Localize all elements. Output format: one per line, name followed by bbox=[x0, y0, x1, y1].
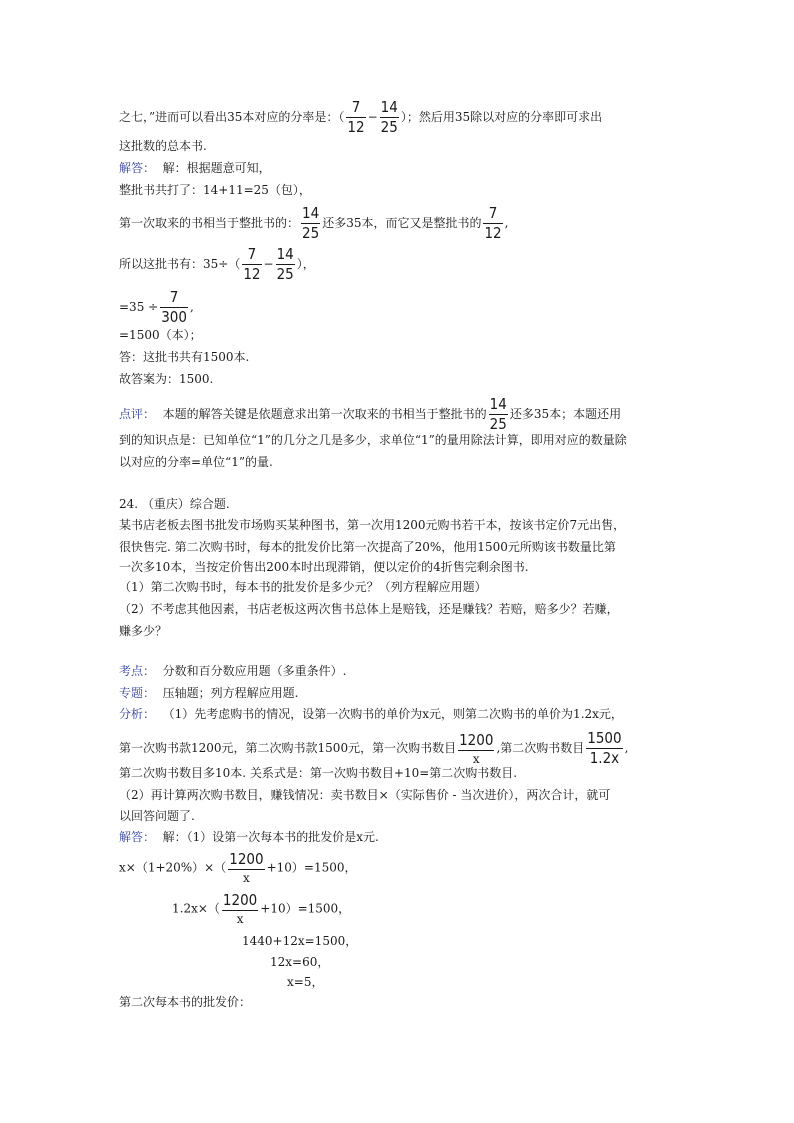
analysis-line-3: 第二次购书数目多10本. 关系式是：第一次购书数目+10=第二次购书数目. bbox=[119, 766, 518, 780]
answer-line-1: 解答： 解：根据题意可知， bbox=[119, 161, 271, 175]
fraction-7-12: $\frac{7}{12}$ bbox=[243, 245, 261, 283]
fraction-14-25: $\frac{14}{25}$ bbox=[302, 204, 320, 242]
comment-label: 点评： bbox=[119, 407, 156, 421]
fraction-1200-x: $\frac{1200}{x}$ bbox=[459, 730, 494, 766]
fraction-7-12: $\frac{7}{12}$ bbox=[347, 98, 365, 136]
equation-line-5: x=5， bbox=[287, 975, 324, 989]
fraction-7-300: $\frac{7}{300}$ bbox=[161, 288, 187, 326]
knowledge-point-line: 考点： 分数和百分数应用题（多重条件）. bbox=[119, 664, 347, 678]
question-line-3: 一次多10本，当按定价售出200本时出现滞销，便以定价的4折售完剩余图书. bbox=[119, 560, 529, 574]
analysis-line-2: 第一次购书款1200元，第二次购书款1500元，第一次购书数目 $\frac{1200}{x}$ ,第二次购书数目 $\frac{1500}{1.2x}$ , bbox=[119, 729, 629, 767]
comment-line-1: 点评： 本题的解答关键是依题意求出第一次取来的书相当于整批书的 $\frac{14}{25}$ 还多35本；本题还用 bbox=[119, 395, 622, 433]
fraction-14-25: $\frac{14}{25}$ bbox=[489, 395, 507, 433]
answer-label: 解答： bbox=[119, 830, 156, 844]
solution-line-last: 第二次每本书的批发价： bbox=[119, 995, 252, 1009]
fraction-1200-x: $\frac{1200}{x}$ bbox=[222, 891, 258, 926]
answer-line-6: =1500（本）； bbox=[119, 328, 202, 342]
fraction-1200-x: $\frac{1200}{x}$ bbox=[229, 850, 264, 885]
analysis-line-5: 以回答问题了. bbox=[119, 809, 195, 823]
text: 之七，”进而可以看出35本对应的分率是：（ bbox=[119, 110, 345, 124]
answer-line-7: 答：这批书共有1500本. bbox=[119, 350, 250, 364]
topic-label: 专题： bbox=[119, 686, 156, 700]
fraction-1500-1.2x: $\frac{1500}{1.2x}$ bbox=[587, 729, 622, 767]
answer-line-2: 整批书共打了：14+11=25（包）， bbox=[119, 183, 311, 197]
question-part-2-cont: 赚多少？ bbox=[119, 624, 168, 638]
answer-line-4: 所以这批书有：35÷（ $\frac{7}{12}$ − $\frac{14}{25}$ ）， bbox=[119, 245, 315, 283]
question-part-1: （1）第二次购书时，每本书的批发价是多少元？（列方程解应用题） bbox=[119, 580, 487, 594]
analysis-line-4: （2）再计算两次购书数目，赚钱情况：卖书数目×（实际售价 - 当次进价），两次合计，就可 bbox=[119, 788, 611, 802]
analysis-label: 分析： bbox=[119, 707, 156, 721]
continuation-line-1 bbox=[119, 100, 602, 135]
question-heading: 24. （重庆）综合题. bbox=[119, 497, 230, 511]
fraction-7-12: $\frac{7}{12}$ bbox=[484, 204, 502, 242]
equation-line-2: 1.2x×（ $\frac{1200}{x}$ +10）=1500， bbox=[172, 891, 351, 926]
fraction-14-25: $\frac{14}{25}$ bbox=[380, 98, 398, 136]
topic-line: 专题： 压轴题；列方程解应用题. bbox=[119, 686, 299, 700]
equation-line-1: x×（1+20%）×（ $\frac{1200}{x}$ +10）=1500， bbox=[119, 850, 357, 885]
answer-line-8: 故答案为：1500. bbox=[119, 372, 214, 386]
answer-label: 解答： bbox=[119, 161, 156, 175]
question-line-1: 某书店老板去图书批发市场购买某种图书，第一次用1200元购书若干本，按该书定价7元出售， bbox=[119, 518, 626, 532]
text: ）；然后用35除以对应的分率即可求出 bbox=[400, 110, 603, 124]
question-part-2: （2）不考虑其他因素，书店老板这两次售书总体上是赔钱，还是赚钱？若赔，赔多少？若赚， bbox=[119, 602, 619, 616]
comment-line-3: 以对应的分率=单位“1”的量. bbox=[119, 455, 273, 469]
comment-line-2: 到的知识点是：已知单位“1”的几分之几是多少，求单位“1”的量用除法计算，即用对应的数量除 bbox=[119, 433, 627, 447]
answer-line-5: =35 ÷ $\frac{7}{300}$ , bbox=[119, 288, 194, 326]
solution-line-1: 解答： 解：（1）设第一次每本书的批发价是x元. bbox=[119, 830, 379, 844]
equation-line-3: 1440+12x=1500， bbox=[242, 934, 358, 948]
answer-line-3: 第一次取来的书相当于整批书的： $\frac{14}{25}$ 还多35本，而它又是整批书的 $\frac{7}{12}$ , bbox=[119, 204, 509, 242]
fraction-14-25: $\frac{14}{25}$ bbox=[276, 245, 294, 283]
analysis-line-1: 分析： （1）先考虑购书的情况，设第一次购书的单价为x元，则第二次购书的单价为1.2x元， bbox=[119, 707, 623, 721]
minus-sign: − bbox=[367, 110, 378, 124]
question-line-2: 很快售完. 第二次购书时，每本的批发价比第一次提高了20%，他用1500元所购该书数量比第 bbox=[119, 540, 616, 554]
knowledge-point-label: 考点： bbox=[119, 664, 156, 678]
continuation-line-2: 这批数的总本书. bbox=[119, 139, 207, 153]
minus-sign: − bbox=[263, 257, 274, 271]
equation-line-4: 12x=60， bbox=[270, 955, 330, 969]
